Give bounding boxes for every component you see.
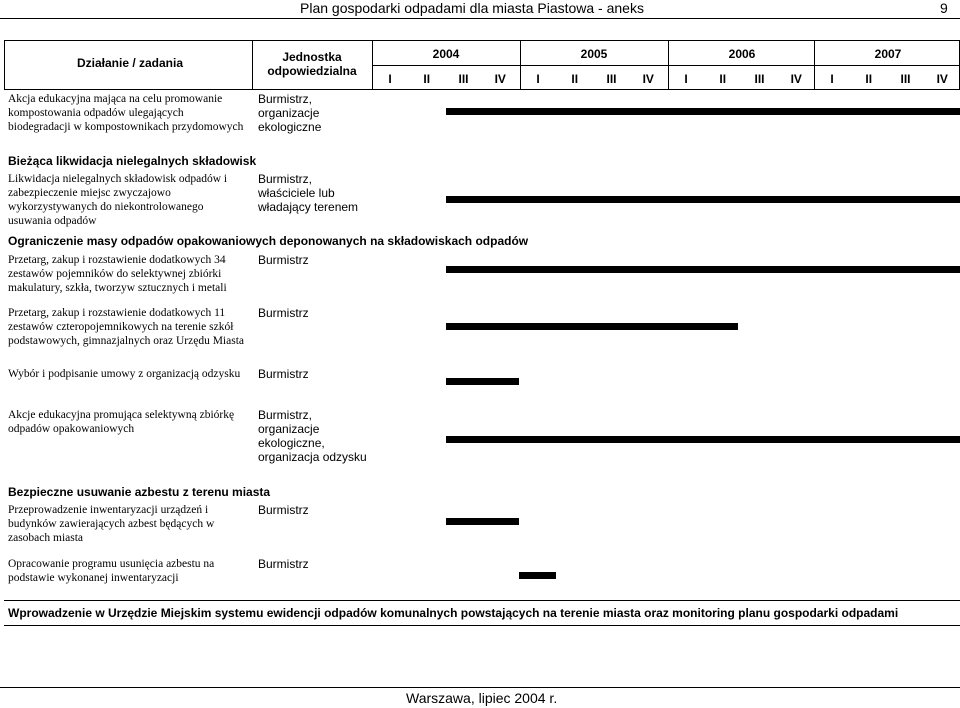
quarter-header-2005-q1: I: [536, 72, 540, 86]
task-8-action: Opracowanie programu usunięcia azbestu na podstawie wykonanej inwentaryzacji: [8, 558, 215, 584]
quarter-header-2007-q4: IV: [936, 72, 948, 86]
quarter-header-2006-q4: IV: [790, 72, 802, 86]
column-header-action: Działanie / zadania: [76, 56, 184, 70]
action-column-divider: [252, 40, 253, 90]
task-4-responsible: Burmistrz: [258, 306, 309, 320]
quarter-header-2006-q3: III: [754, 72, 765, 86]
header-bottom-border: [4, 89, 960, 90]
year-divider-2006: [668, 40, 669, 90]
section-asbestos: Bezpieczne usuwanie azbestu z terenu miasta: [8, 485, 271, 499]
year-header-2007: 2007: [874, 47, 902, 61]
footer-date: Warszawa, lipiec 2004 r.: [406, 690, 558, 706]
responsible-column-divider: [372, 40, 373, 90]
task-8-responsible: Burmistrz: [258, 557, 309, 571]
task-5-action: Wybór i podpisanie umowy z organizacją odzysku: [8, 368, 241, 380]
quarter-header-2004-q1: I: [388, 72, 392, 86]
header-rule: [0, 18, 960, 19]
task-4-timeline-bar: [446, 323, 738, 330]
task-1-timeline-bar: [446, 108, 960, 115]
task-8-timeline-bar: [519, 572, 556, 579]
year-header-2004: 2004: [432, 47, 460, 61]
task-7-responsible: Burmistrz: [258, 503, 309, 517]
task-5-timeline-bar: [446, 378, 519, 385]
year-divider-2005: [520, 40, 521, 90]
section-illegal-dumps: Bieżąca likwidacja nielegalnych składowisk: [8, 154, 257, 168]
task-3-responsible: Burmistrz: [258, 253, 309, 267]
table-left-border: [4, 40, 5, 90]
bottom-section-top-border: [4, 600, 960, 601]
task-6-timeline-bar: [446, 436, 960, 443]
year-header-2005: 2005: [580, 47, 608, 61]
task-2-responsible: Burmistrz, właściciele lub władający terenem: [258, 172, 359, 214]
quarter-header-2006-q1: I: [684, 72, 688, 86]
footer-rule: [0, 687, 960, 688]
task-6-action: Akcje edukacyjna promująca selektywną zbiórkę odpadów opakowaniowych: [8, 409, 235, 435]
task-6-responsible: Burmistrz, organizacje ekologiczne, organizacja odzysku: [258, 408, 367, 464]
quarter-header-2004-q4: IV: [494, 72, 506, 86]
quarter-header-2005-q2: II: [571, 72, 579, 86]
task-7-timeline-bar: [446, 518, 519, 525]
task-2-timeline-bar: [446, 196, 960, 203]
year-divider-2007: [814, 40, 815, 90]
quarter-header-2005-q4: IV: [642, 72, 654, 86]
quarter-header-2007-q3: III: [900, 72, 911, 86]
document-title: Plan gospodarki odpadami dla miasta Piastowa - aneks: [300, 0, 644, 16]
section-packaging-waste: Ograniczenie masy odpadów opakowaniowych deponowanych na składowiskach odpadów: [8, 234, 529, 248]
task-1-responsible: Burmistrz, organizacje ekologiczne: [258, 92, 322, 134]
task-2-action: Likwidacja nielegalnych składowisk odpadów i zabezpieczenie miejsc zwyczajowo wykorzystywanych do niekontrolowanego usuwania odpadów: [8, 173, 228, 227]
task-1-action: Akcja edukacyjna mająca na celu promowanie kompostowania odpadów ulegających biodegradacji w kompostownikach przydomowych: [8, 93, 244, 133]
quarter-header-2004-q2: II: [423, 72, 431, 86]
quarter-header-2005-q3: III: [606, 72, 617, 86]
year-header-2006: 2006: [728, 47, 756, 61]
table-top-border: [4, 40, 960, 41]
task-3-timeline-bar: [446, 266, 960, 273]
task-7-action: Przeprowadzenie inwentaryzacji urządzeń i budynków zawierających azbest będących w zasobach miasta: [8, 504, 215, 544]
quarter-header-2004-q3: III: [458, 72, 469, 86]
task-3-action: Przetarg, zakup i rozstawienie dodatkowych 34 zestawów pojemników do selektywnej zbiórki makulatury, szkła, tworzyw sztucznych i metali: [8, 254, 227, 294]
quarter-header-2007-q2: II: [865, 72, 873, 86]
column-header-responsible: Jednostka odpowiedzialna: [267, 50, 357, 78]
quarter-header-2006-q2: II: [719, 72, 727, 86]
section-waste-registry: Wprowadzenie w Urzędzie Miejskim systemu ewidencji odpadów komunalnych powstających na terenie miasta oraz monitoring planu gospodarki odpadami: [8, 606, 899, 620]
task-5-responsible: Burmistrz: [258, 367, 309, 381]
task-4-action: Przetarg, zakup i rozstawienie dodatkowych 11 zestawów czteropojemnikowych na terenie szkół podstawowych, gimnazjalnych oraz Urzędu Miasta: [8, 307, 244, 347]
year-row-border: [372, 65, 960, 66]
bottom-section-bottom-border: [4, 625, 960, 626]
page-number: 9: [940, 0, 948, 16]
quarter-header-2007-q1: I: [830, 72, 834, 86]
